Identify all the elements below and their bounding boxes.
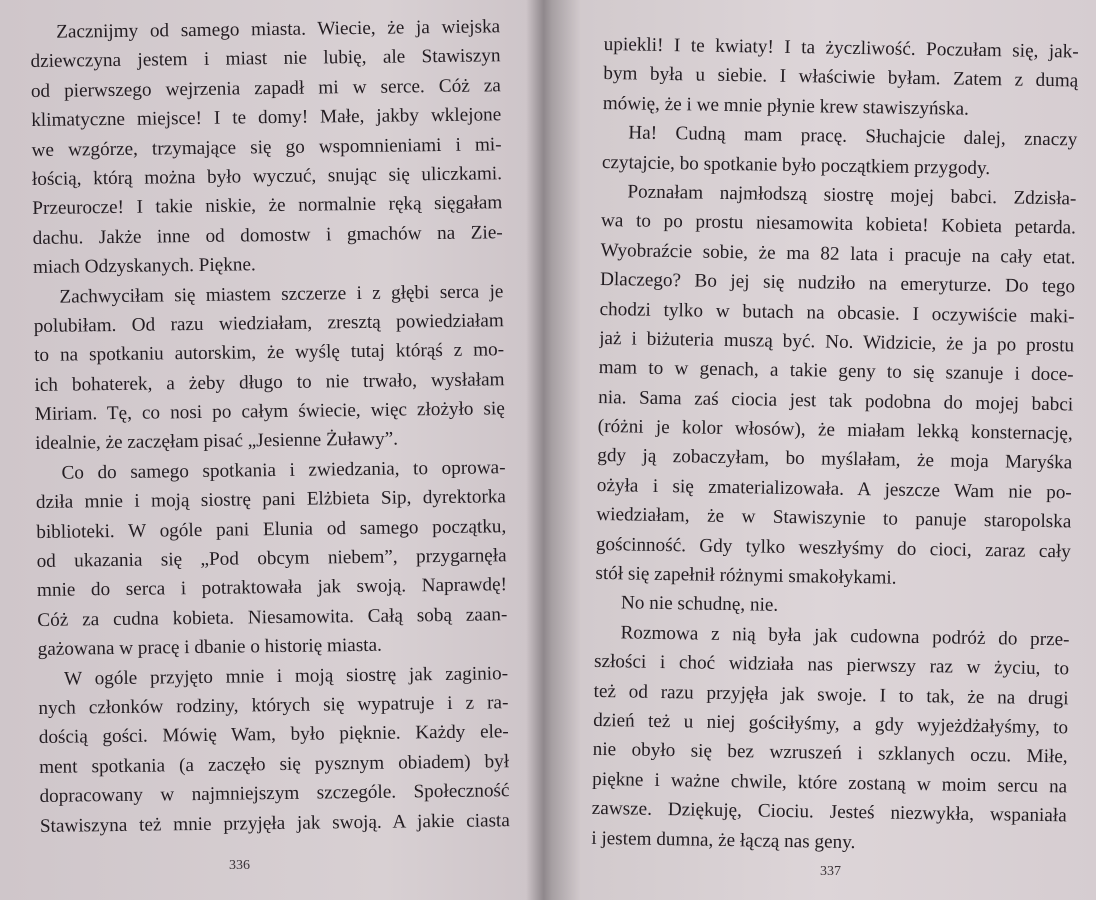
text-line: i jestem dumna, że łączą nas geny. — [591, 827, 856, 853]
text-line: we wzgórze, trzymające się go wspomnieniami i mi- — [31, 133, 502, 161]
text-line: mnie do serca i potraktowała jak swoją. Naprawdę! — [36, 574, 508, 602]
text-line: zawsze. Dziękuję, Ciociu. Jesteś niezwykła, wspaniała — [591, 798, 1067, 827]
text-line: dachu. Jakże inne od domostw i gmachów na Zie- — [32, 221, 503, 249]
text-line: klimatyczne miejsce! I te domy! Małe, jakby wklejone — [31, 104, 502, 132]
text-line: nych członków rodziny, których się wypatruje i z ra- — [38, 692, 509, 719]
text-line: Co do samego spotkania i zwiedzania, to oprowa- — [61, 457, 506, 484]
text-line: wiedziałam, że w Stawiszynie to panuje staropolska — [596, 504, 1072, 533]
text-line: Wyobraźcie sobie, że ma 82 lata i pracuje na cały etat. — [600, 239, 1076, 269]
text-line: to na spotkaniu autorskim, że wyślę tutaj którąś z mo- — [33, 339, 505, 367]
left-page-number: 336 — [229, 858, 250, 873]
text-line: wa to po prostu niesamowita kobieta! Kobieta petarda. — [600, 210, 1077, 239]
text-line: W ogóle przyjęto mnie i moją siostrę jak zaginio- — [63, 662, 509, 690]
text-line: łością, którą można było wyczuć, snując się uliczkami. — [31, 163, 503, 190]
text-line: Przeurocze! I takie niskie, że normalnie ręką sięgałam — [32, 192, 503, 220]
text-line: od pierwszego wejrzenia zapadł mi w serce. Cóż za — [30, 75, 501, 102]
text-line: nie obyło się bez wzruszeń i szklanych oczu. Miłe, — [592, 739, 1068, 768]
text-line: No nie schudnę, nie. — [620, 592, 779, 617]
text-line: dziewczyna jestem i miast nie lubię, ale Stawiszyn — [30, 45, 501, 73]
text-line: Dlaczego? Bo jej się nudziło na emeryturze. Do tego — [599, 269, 1076, 298]
text-line: szłości i choć widziała nas pierwszy raz w życiu, to — [593, 651, 1070, 680]
text-line: ment spotkania (a zaczęło się pysznym obiadem) był — [39, 750, 510, 778]
text-line: od ukazania się „Pod obcym niebem”, przygarnęła — [36, 545, 507, 572]
text-line: biblioteki. W ogóle pani Elunia od samego początku, — [36, 515, 507, 543]
text-line: czytajcie, bo spotkanie było początkiem przygody. — [601, 151, 991, 179]
text-line: dopracowany w najmniejszym szczególe. Społeczność — [39, 780, 510, 808]
text-line: (różni je kolor włosów), że miałam lekką konsternację, — [597, 416, 1073, 445]
text-line: Ha! Cudną mam pracę. Słuchajcie dalej, znaczy — [628, 122, 1078, 151]
text-line: nia. Sama zaś ciocia jest tak podobna do mojej babci — [598, 386, 1074, 416]
text-line: Rozmowa z nią była jak cudowna podróż do prze- — [620, 622, 1070, 651]
right-page-number: 337 — [820, 864, 841, 879]
text-line: mam to w genach, a takie geny to się szanuje i doce- — [598, 357, 1074, 386]
text-line: Stawiszyna też mnie przyjęła jak swoją. A jakie ciasta — [39, 809, 510, 837]
text-line: chodzi tylko w butach na obcasie. I oczywiście maki- — [599, 298, 1075, 327]
text-line: ich bohaterek, a żeby długo to nie trwało, wysłałam — [34, 368, 505, 396]
right-page-text — [591, 30, 1079, 860]
text-line: dziła mnie i moją siostrę pani Elżbieta Sip, dyrektorka — [35, 486, 507, 514]
text-line: idealnie, że zaczęłam pisać „Jesienne Żuławy”. — [35, 429, 399, 455]
text-line: ożyła i się zmaterializowała. A jeszcze Wam nie po- — [596, 474, 1072, 504]
text-line: gażowana w pracę i dbanie o historię miasta. — [37, 634, 383, 661]
text-line: miach Odzyskanych. Piękne. — [32, 254, 256, 279]
text-line: piękne i ważne chwile, które zostaną w moim sercu na — [592, 768, 1068, 798]
text-line: bym była u siebie. I właściwie byłam. Zatem z dumą — [603, 63, 1079, 92]
text-line: Cóż za cudna kobieta. Niesamowita. Całą sobą zaan- — [37, 604, 508, 631]
text-line: Zacznijmy od samego miasta. Wiecie, że ja wiejska — [56, 16, 501, 43]
text-line: jaż i biżuteria muszą być. No. Widzicie, że ja po prostu — [598, 327, 1075, 357]
text-line: dością gości. Mówię Wam, było pięknie. Każdy ele- — [38, 721, 509, 749]
text-line: gdy ją zobaczyłam, bo myślałam, że moja Maryśka — [597, 445, 1073, 474]
text-line: gościnność. Gdy tylko weszłyśmy do cioci, zaraz cały — [595, 533, 1072, 563]
text-line: upiekli! I te kwiaty! I ta życzliwość. Poczułam się, jak- — [603, 33, 1079, 63]
left-page — [0, 0, 545, 900]
text-line: polubiłam. Od razu wiedziałam, zresztą powiedziałam — [33, 310, 504, 337]
right-page — [552, 0, 1096, 900]
text-line: stół się zapełnił różnymi smakołykami. — [595, 562, 897, 589]
text-line: dzień też u niej gościłyśmy, a gdy wyjeżdżałyśmy, to — [592, 709, 1069, 739]
text-line: mówię, że i we mnie płynie krew stawiszyńska. — [602, 92, 970, 120]
text-line: Poznałam najmłodszą siostrę mojej babci. Zdzisła- — [627, 181, 1077, 210]
text-line: Zachwyciłam się miastem szczerze i z głębi serca je — [59, 280, 504, 308]
text-line: Miriam. Tę, co nosi po całym świecie, więc złożyło się — [34, 398, 505, 426]
left-page-text — [30, 12, 510, 841]
text-line: też od razu przyjęła jak swoje. I to tak, że na drugi — [593, 680, 1069, 709]
